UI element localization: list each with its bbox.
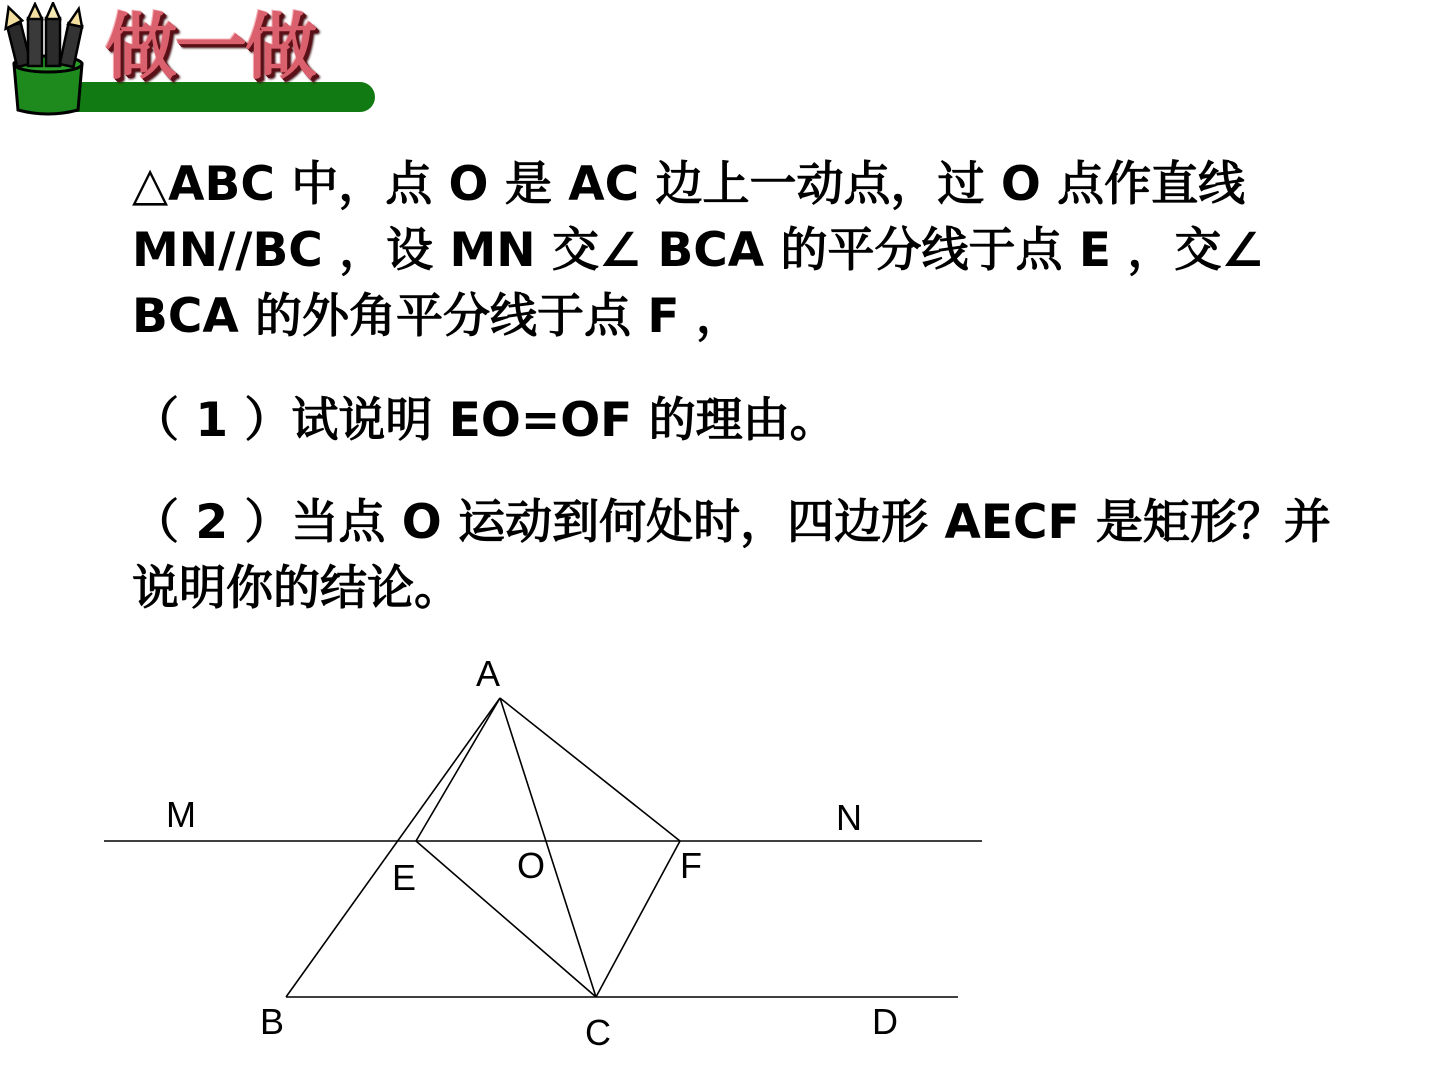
question-1: （ 1 ）试说明 EO=OF 的理由。 [132, 393, 837, 448]
section-title: 做一做 [105, 4, 316, 89]
question-2: （ 2 ）当点 O 运动到何处时，四边形 AECF 是矩形？并说明你的结论。 [132, 495, 1331, 616]
geometry-diagram [0, 640, 1000, 1060]
segment-af [500, 698, 680, 841]
geometry-figure [0, 640, 1000, 1060]
problem-text [132, 152, 1352, 622]
pencils-icon [4, 2, 92, 116]
label-a: A [476, 653, 501, 694]
label-b: B [260, 1001, 285, 1042]
label-c: C [585, 1012, 611, 1053]
segment-fc [596, 841, 680, 997]
segment-ae [416, 698, 500, 841]
label-e: E [392, 857, 417, 898]
segment-ec [416, 841, 596, 997]
segment-ab [286, 698, 500, 997]
label-f: F [680, 845, 702, 886]
label-d: D [872, 1001, 898, 1042]
label-m: M [166, 794, 196, 835]
segment-ac [500, 698, 596, 997]
label-n: N [836, 797, 862, 838]
section-header [0, 0, 400, 125]
label-o: O [517, 845, 546, 886]
problem-statement: △ABC 中，点 O 是 AC 边上一动点，过 O 点作直线 MN//BC ，设 MN 交∠ BCA 的平分线于点 E ，交∠ BCA 的外角平分线于点 F ， [132, 157, 1264, 344]
